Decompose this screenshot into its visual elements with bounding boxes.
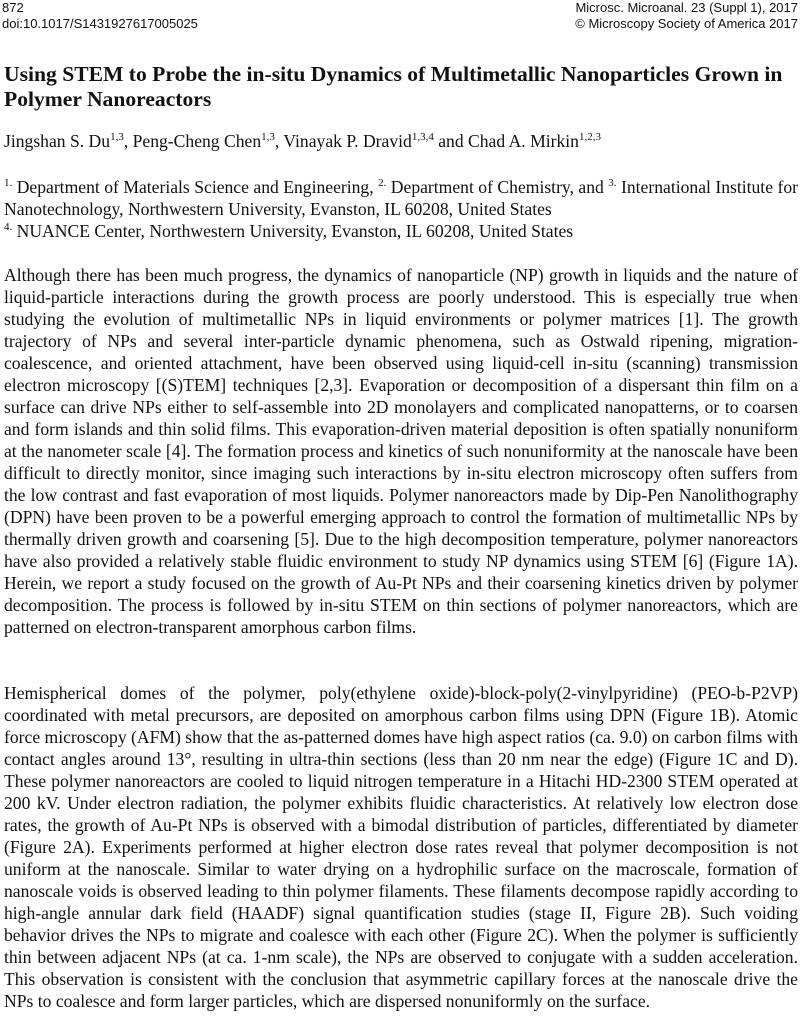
author-separator: , [274, 131, 284, 151]
paper-title: Using STEM to Probe the in-situ Dynamics of Multimetallic Nanoparticles Grown in Polymer Nanoreactors [4, 62, 783, 111]
page-number: 872 [2, 0, 24, 15]
author-separator: , [123, 131, 133, 151]
affiliation-text: NUANCE Center, Northwestern University, Evanston, IL 60208, United States [12, 221, 574, 241]
page-header-right [575, 0, 798, 32]
affiliation-text: Department of Materials Science and Engineering, [12, 177, 379, 197]
affiliations [4, 176, 798, 242]
author-name: Chad A. Mirkin [468, 131, 579, 151]
affiliation-marker: 3. [608, 177, 617, 190]
affiliation-text: International Institute for Nanotechnology, Northwestern University, Evanston, IL 60208, United States [4, 177, 798, 219]
affiliation-marker: 2. [378, 177, 387, 190]
affiliation-marker: 4. [4, 221, 13, 234]
body-paragraph-1: Although there has been much progress, the dynamics of nanoparticle (NP) growth in liquids and the nature of liquid-particle interactions during the growth process are poorly understood. This is especially true when studying the evolution of multimetallic NPs in liquid environments or polymer matrices [1]. The growth trajectory of NPs and several inter-particle dynamic phenomena, such as Ostwald ripening, migration-coalescence, and oriented attachment, have been observed using liquid-cell in-situ (scanning) transmission electron microscopy [(S)TEM] techniques [2,3]. Evaporation or decomposition of a dispersant thin film on a surface can drive NPs either to self-assemble into 2D monolayers and complicated nanopatterns, or to coarsen and form islands and thin solid films. This evaporation-driven material deposition is often spatially nonuniform at the nanometer scale [4]. The formation process and kinetics of such nonuniformity at the nanoscale have been difficult to directly monitor, since imaging such interactions by in-situ electron microscopy often suffers from the low contrast and fast evaporation of most liquids. Polymer nanoreactors made by Dip-Pen Nanolithography (DPN) have been proven to be a powerful emerging approach to control the formation of multimetallic NPs by thermally driven growth and coarsening [5]. Due to the high decomposition temperature, polymer nanoreactors have also provided a relatively stable fluidic environment to study NP dynamics using STEM [6] (Figure 1A). Herein, we report a study focused on the growth of Au-Pt NPs and their coarsening kinetics driven by polymer decomposition. The process is followed by in-situ STEM on thin sections of polymer nanoreactors, which are patterned on electron-transparent amorphous carbon films. [4, 265, 798, 637]
author-name: Vinayak P. Dravid [283, 131, 412, 151]
affiliation-text: Department of Chemistry, and [386, 177, 609, 197]
author-affiliation-marker: 1,3 [110, 131, 124, 144]
author-affiliation-marker: 1,3,4 [411, 131, 434, 144]
affiliation-line-2 [4, 220, 798, 242]
author-affiliation-marker: 1,3 [261, 131, 275, 144]
copyright-notice: © Microscopy Society of America 2017 [575, 16, 798, 31]
author-affiliation-marker: 1,2,3 [578, 131, 601, 144]
page-header-left [2, 0, 198, 32]
author-name: Jingshan S. Du [4, 131, 111, 151]
author-separator: and [433, 131, 469, 151]
body-paragraph-2: Hemispherical domes of the polymer, poly(ethylene oxide)-block-poly(2-vinylpyridine) (PEO-b-P2VP) coordinated with metal precursors, are deposited on amorphous carbon films using DPN (Figure 1B). Atomic force microscopy (AFM) show that the as-patterned domes have high aspect ratios (ca. 9.0) on carbon films with contact angles around 13°, resulting in ultra-thin sections (less than 20 nm near the edge) (Figure 1C and D). These polymer nanoreactors are cooled to liquid nitrogen temperature in a Hitachi HD-2300 STEM operated at 200 kV. Under electron radiation, the polymer exhibits fluidic characteristics. At relatively low electron dose rates, the growth of Au-Pt NPs is observed with a bimodal distribution of particles, differentiated by diameter (Figure 2A). Experiments performed at higher electron dose rates reveal that polymer decomposition is not uniform at the nanoscale. Similar to water drying on a hydrophilic surface on the macroscale, formation of nanoscale voids is observed leading to thin polymer filaments. These filaments decompose rapidly according to high-angle annular dark field (HAADF) signal quantification studies (stage II, Figure 2B). Such voiding behavior drives the NPs to migrate and coalesce with each other (Figure 2C). When the polymer is sufficiently thin between adjacent NPs (at ca. 1-nm scale), the NPs are observed to conjugate with a sudden acceleration. This observation is consistent with the conclusion that asymmetric capillary forces at the nanoscale drive the NPs to coalesce and form larger particles, which are dispersed nonuniformly on the surface. [4, 683, 798, 1011]
author-list [4, 130, 798, 152]
journal-citation: Microsc. Microanal. 23 (Suppl 1), 2017 [575, 0, 798, 15]
affiliation-line-1 [4, 176, 798, 220]
affiliation-marker: 1. [4, 177, 13, 190]
author-name: Peng-Cheng Chen [132, 131, 262, 151]
doi-text[interactable]: doi:10.1017/S1431927617005025 [2, 16, 198, 31]
